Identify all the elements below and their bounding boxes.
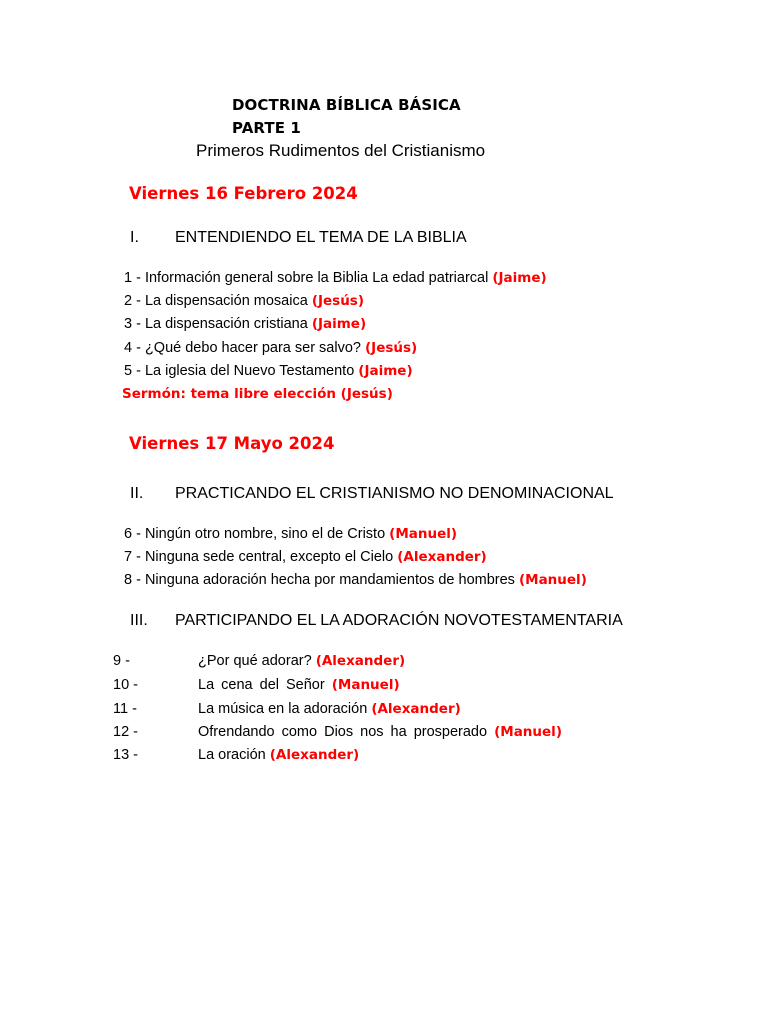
item-number: 6 -: [124, 526, 145, 542]
item-text: Ninguna sede central, excepto el Cielo: [144, 549, 398, 565]
item-number: 13 -: [113, 747, 138, 763]
item-text: Ofrendando como Dios nos ha prosperado: [198, 724, 495, 740]
list-item: [124, 550, 487, 565]
item-presenter: (Alexander): [315, 653, 406, 669]
item-text: La oración: [198, 747, 270, 763]
list-item: [124, 573, 587, 588]
list-item: [124, 341, 417, 356]
list-item: [124, 364, 413, 379]
item-number: 7 -: [124, 549, 145, 565]
item-presenter: (Manuel): [494, 724, 562, 740]
list-item: [113, 702, 613, 720]
list-item: [124, 527, 457, 542]
section-number: III.: [130, 612, 148, 629]
item-presenter: (Manuel): [389, 526, 458, 542]
list-item: [124, 271, 547, 286]
section-heading: [130, 230, 730, 250]
list-item: [113, 678, 613, 696]
item-text: Información general sobre la Biblia La edad patriarcal: [144, 270, 493, 286]
item-text: Ninguna adoración hecha por mandamientos de hombres: [144, 572, 519, 588]
list-item: [113, 654, 613, 672]
item-text: ¿Por qué adorar?: [198, 653, 316, 669]
session-date: Viernes 16 Febrero 2024: [129, 184, 358, 203]
item-number: 1 -: [124, 270, 145, 286]
item-presenter: (Manuel): [331, 677, 400, 693]
item-number: 5 -: [124, 363, 145, 379]
document-title: DOCTRINA BÍBLICA BÁSICA: [232, 96, 461, 114]
sermon-line: Sermón: tema libre elección (Jesús): [122, 386, 393, 402]
section-heading: [130, 486, 750, 506]
item-number: 2 -: [124, 293, 145, 309]
section-title: ENTENDIENDO EL TEMA DE LA BIBLIA: [175, 229, 467, 246]
item-presenter: (Jaime): [358, 363, 413, 379]
item-presenter: (Manuel): [518, 572, 587, 588]
document-subtitle: Primeros Rudimentos del Cristianismo: [196, 141, 486, 160]
item-text: La música en la adoración: [198, 701, 372, 717]
item-number: 10 -: [113, 677, 138, 693]
item-presenter: (Alexander): [371, 701, 461, 717]
item-presenter: (Jesús): [311, 293, 365, 309]
section-number: I.: [130, 229, 139, 246]
item-text: Ningún otro nombre, sino el de Cristo: [144, 526, 390, 542]
list-item: [124, 294, 364, 309]
section-title: PARTICIPANDO EL LA ADORACIÓN NOVOTESTAMENTARIA: [175, 612, 623, 629]
document-part: PARTE 1: [232, 119, 301, 137]
item-number: 4 -: [124, 340, 145, 356]
list-item: [113, 725, 613, 743]
list-item: [113, 748, 613, 766]
section-number: II.: [130, 485, 144, 502]
item-presenter: (Jesús): [365, 340, 418, 356]
item-presenter: (Jaime): [311, 316, 367, 332]
item-text: La dispensación cristiana: [144, 316, 312, 332]
item-presenter: (Alexander): [397, 549, 487, 565]
item-text: La iglesia del Nuevo Testamento: [144, 363, 359, 379]
item-number: 8 -: [124, 572, 145, 588]
item-number: 9 -: [113, 653, 130, 669]
item-presenter: (Jaime): [492, 270, 547, 286]
session-date: Viernes 17 Mayo 2024: [129, 434, 335, 453]
item-number: 3 -: [124, 316, 145, 332]
item-text: ¿Qué debo hacer para ser salvo?: [144, 340, 365, 356]
list-item: [124, 317, 366, 332]
section-heading: [130, 613, 750, 633]
section-title: PRACTICANDO EL CRISTIANISMO NO DENOMINACIONAL: [175, 485, 614, 502]
item-text: La dispensación mosaica: [144, 293, 312, 309]
item-text: La cena del Señor: [198, 677, 332, 693]
item-presenter: (Alexander): [269, 747, 360, 763]
item-number: 12 -: [113, 724, 138, 740]
item-number: 11 -: [113, 701, 137, 717]
